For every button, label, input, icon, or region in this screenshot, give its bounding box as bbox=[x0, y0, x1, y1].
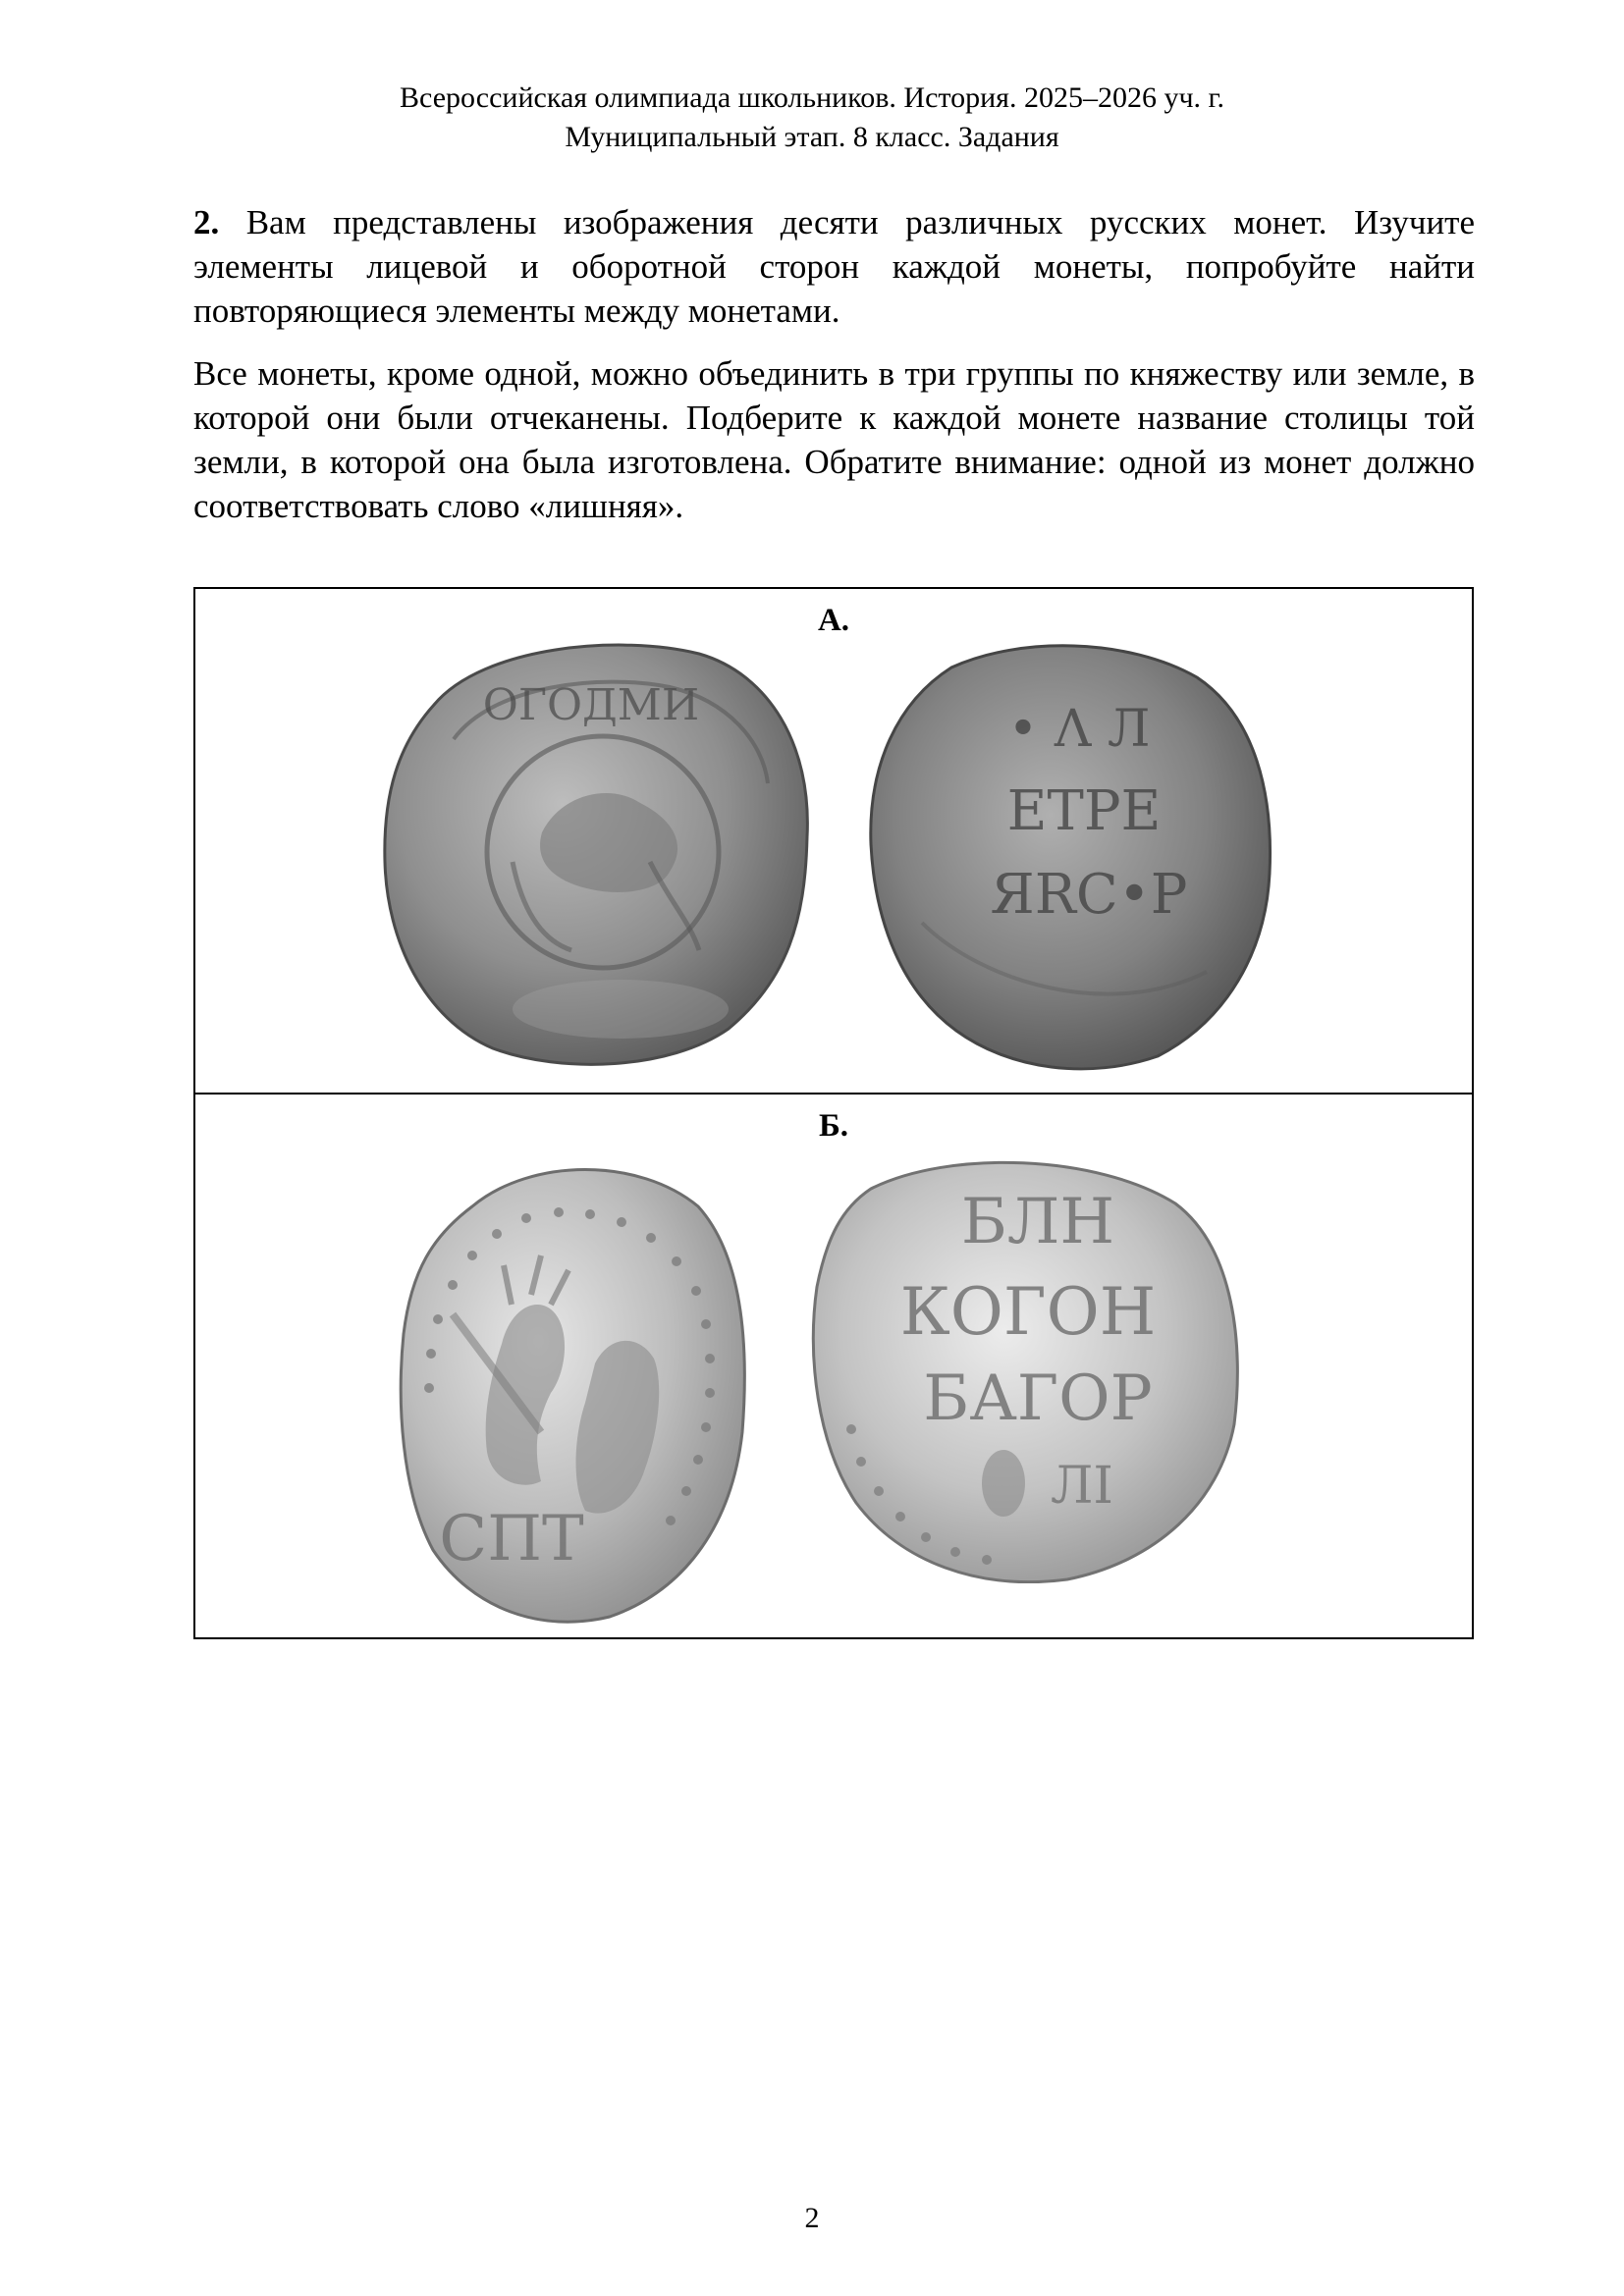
reverse-inscription-line-1: БЛН bbox=[960, 1186, 1115, 1258]
coin-row-a bbox=[195, 589, 1472, 1095]
header-olympiad-title: Всероссийская олимпиада школьников. История. 2025–2026 уч. г. bbox=[400, 81, 1224, 114]
svg-text:ЛІ: ЛІ bbox=[1051, 1457, 1113, 1516]
coin-a-reverse-icon bbox=[863, 628, 1275, 1074]
task-paragraph-1 bbox=[193, 200, 1475, 333]
reverse-inscription-line-2: КОГОН bbox=[899, 1274, 1157, 1350]
coin-table bbox=[193, 587, 1474, 1639]
page-header bbox=[0, 79, 1624, 157]
task-paragraph-2: Все монеты, кроме одной, можно объединить в три группы по княжеству или земле, в которой они были отчеканены. Подберите к каждой монете название столицы той земли, в которой она была изготовлена. Обратите внимание: одной из монет должно соответствовать слово «лишняя». bbox=[193, 354, 1475, 525]
coin-b-obverse-icon bbox=[394, 1148, 749, 1625]
coin-label-b: Б. bbox=[818, 1108, 849, 1144]
reverse-inscription-line-3: БАГОР bbox=[923, 1362, 1153, 1435]
coin-b-reverse-icon bbox=[802, 1149, 1244, 1583]
coin-row-b bbox=[195, 1095, 1472, 1637]
svg-text:• Λ Л: • Λ Л bbox=[1007, 700, 1151, 759]
svg-text:ЯRС•Р: ЯRС•Р bbox=[990, 863, 1188, 927]
task-intro-text: Вам представлены изображения десяти различных русских монет. Изучите элементы лицевой и оборотной сторон каждой монеты, попробуйте найти повторяющиеся элементы между монетами. bbox=[193, 203, 1476, 330]
svg-text:СПТ: СПТ bbox=[439, 1503, 584, 1575]
coin-a-obverse-icon bbox=[375, 626, 817, 1074]
page-number: 2 bbox=[804, 2202, 820, 2234]
svg-text:ЕТРЕ: ЕТРЕ bbox=[1006, 779, 1162, 843]
task-number: 2. bbox=[193, 203, 220, 241]
header-stage-title: Муниципальный этап. 8 класс. Задания bbox=[565, 121, 1059, 153]
task-text bbox=[193, 200, 1475, 528]
coin-label-a: А. bbox=[817, 603, 850, 638]
svg-text:ОГОДМИ: ОГОДМИ bbox=[482, 680, 700, 730]
